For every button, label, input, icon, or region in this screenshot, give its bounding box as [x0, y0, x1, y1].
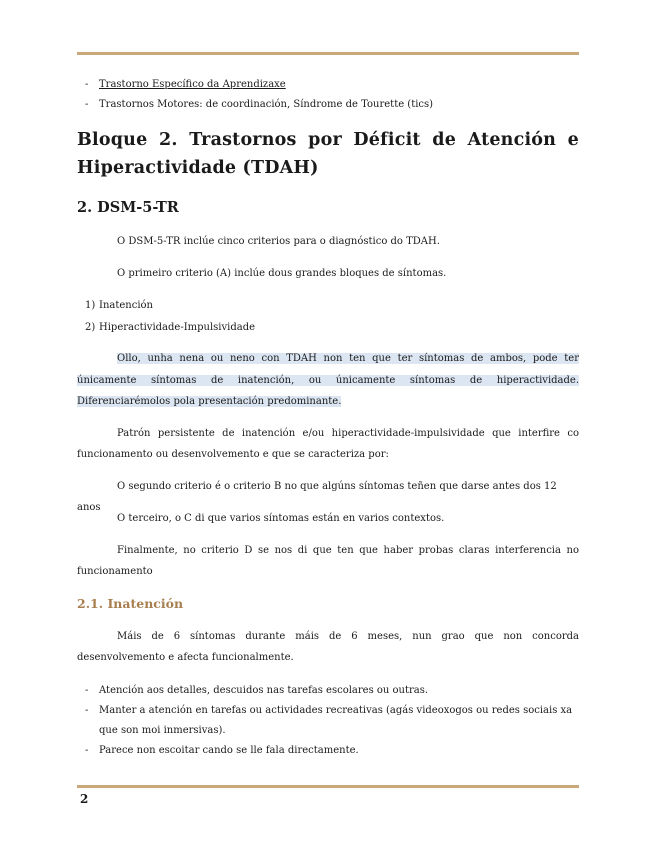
list-item-text: Inatención — [99, 300, 153, 311]
highlighted-note — [77, 348, 579, 413]
list-number: 2) — [85, 321, 96, 333]
paragraph: O segundo criterio é o criterio B no que algúns síntomas teñen que darse antes dos 12 anos — [77, 481, 557, 513]
top-bullet-list — [77, 75, 579, 114]
list-item — [77, 317, 579, 339]
list-item — [77, 295, 579, 317]
list-item: - Atención aos detalles, descuidos nas tarefas escolares ou outras. — [77, 681, 579, 701]
header-rule — [77, 52, 579, 55]
numbered-list — [77, 295, 579, 338]
paragraph: Finalmente, no criterio D se nos di que ten que haber probas claras interferencia no funcionamento — [77, 545, 579, 577]
list-item — [77, 75, 579, 95]
section-heading-bloque: Bloque 2. Trastornos por Déficit de Atención e Hiperactividade (TDAH) — [77, 130, 579, 178]
paragraph: Máis de 6 síntomas durante máis de 6 meses, nun grao que non concorda desenvolvemento e afecta funcionalmente. — [77, 631, 579, 663]
section-heading-dsm: 2. DSM-5-TR — [77, 199, 179, 216]
list-item-text: Trastorno Específico da Aprendizaxe — [99, 79, 286, 90]
paragraph: Patrón persistente de inatención e/ou hiperactividade-impulsividade que interfire co funcionamento ou desenvolvemento e que se caracteriza por: — [77, 428, 579, 460]
paragraph: O primeiro criterio (A) inclúe dous grandes bloques de síntomas. — [117, 268, 447, 279]
list-item: - Manter a atención en tarefas ou actividades recreativas (agás videoxogos ou redes sociais xa que son moi inmersivas). — [77, 701, 579, 741]
list-item-text: Hiperactividade-Impulsividade — [99, 321, 256, 333]
bottom-bullet-list — [77, 681, 579, 760]
list-item: - Trastornos Motores: de coordinación, Síndrome de Tourette (tics) — [77, 95, 579, 115]
page-number: 2 — [80, 792, 89, 806]
list-number: 1) — [85, 300, 96, 311]
paragraph: O terceiro, o C di que varios síntomas están en varios contextos. — [117, 513, 445, 524]
highlighted-text: Ollo, unha nena ou neno con TDAH non ten que ter síntomas de ambos, pode ter únicamente síntomas de inatención, ou únicamente síntomas de hiperactividade. Diferenciarémolos pola presentación predominante. — [77, 353, 579, 407]
paragraph: O DSM-5-TR inclúe cinco criterios para o diagnóstico do TDAH. — [117, 236, 440, 247]
subsection-heading-inatencion: 2.1. Inatención — [77, 596, 184, 611]
footer-rule — [77, 785, 579, 788]
list-item: - Parece non escoitar cando se lle fala directamente. — [77, 741, 579, 761]
